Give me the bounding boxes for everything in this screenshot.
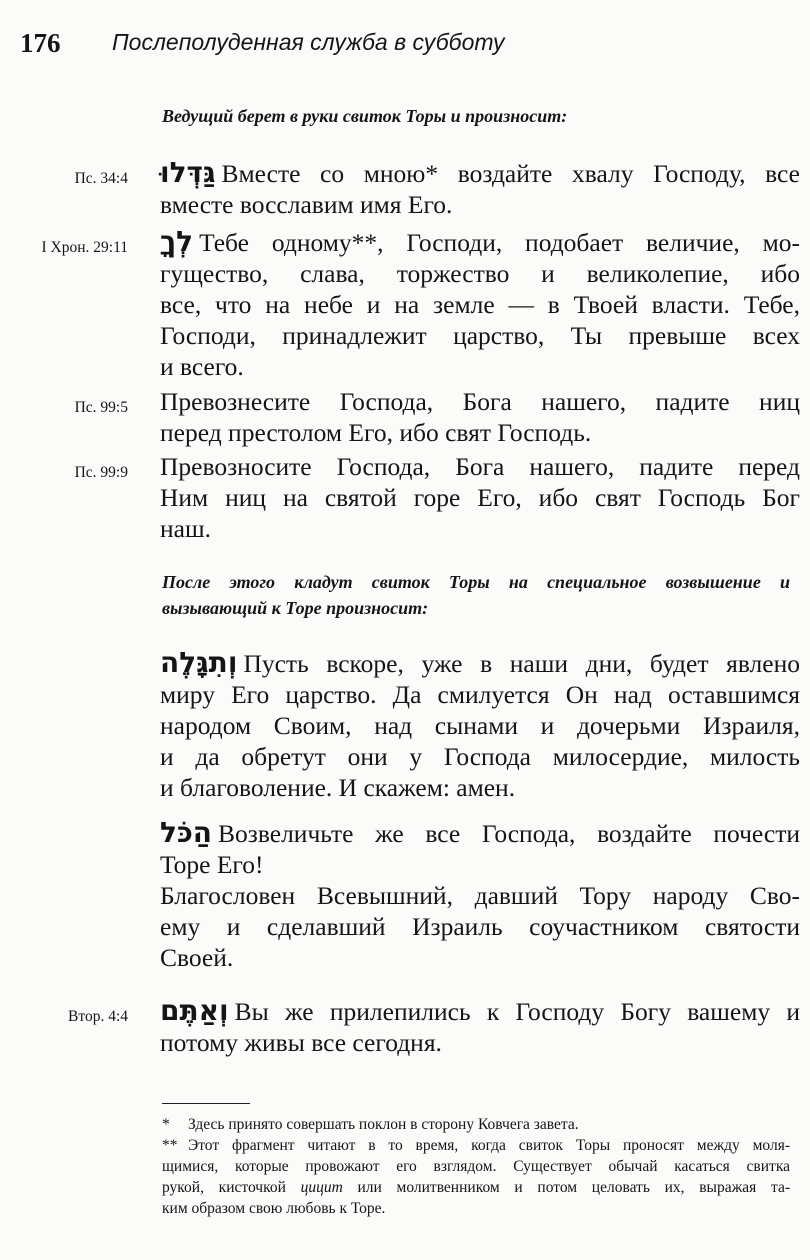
footnote-2-line-1-text: Этот фрагмент читают в то время, когда свиток Торы проносят между моля- [188, 1137, 790, 1154]
verse-1-line-2: вместе восславим имя Его. [160, 190, 453, 219]
instruction-2-line-1: После этого кладут свиток Торы на специальное возвышение и [162, 572, 790, 592]
running-title: Послеполуденная служба в субботу [112, 29, 505, 55]
verse-1-line-1 [160, 157, 800, 189]
footnote-1-mark: * [162, 1116, 170, 1133]
footnote-2-line-3-post: или молитвенником и потом целовать их, выражая та- [357, 1179, 791, 1196]
verse-3-line-2: перед престолом Его, ибо свят Господь. [160, 418, 592, 447]
verse-6-line-5: Своей. [160, 943, 234, 972]
hebrew-incipit-1: גַּדְּלוּ [160, 156, 216, 189]
verse-5-line-1-text: Пусть вскоре, уже в наши дни, будет явлено [243, 649, 800, 678]
verse-2-reference: I Хрон. 29:11 [41, 239, 128, 256]
footnotes [162, 1114, 790, 1219]
verse-4 [74, 451, 800, 544]
instruction-1: Ведущий берет в руки свиток Торы и произносит: [162, 106, 568, 126]
verse-2-line-1 [160, 226, 800, 258]
verse-7-line-1-text: Вы же прилепились к Господу Богу вашему и [234, 997, 800, 1026]
footnote-2-line-3 [162, 1177, 790, 1198]
verse-6-line-1-text: Возвеличьте же все Господа, воздайте почести [218, 819, 800, 848]
verse-2-line-1-text: Тебе одному**, Господи, подобает величие, мо- [199, 228, 800, 257]
footnote-1 [162, 1114, 790, 1135]
verse-2-line-2: гущество, слава, торжество и великолепие, ибо [160, 259, 800, 288]
verse-4-line-3: наш. [160, 514, 211, 543]
verse-3 [74, 386, 800, 448]
footnote-2-mark: ** [162, 1137, 178, 1154]
verse-7-line-2: потому живы все сегодня. [160, 1028, 442, 1057]
verse-6-line-4: ему и сделавший Израиль соучастником святости [160, 912, 800, 941]
footnote-2-line-3-pre: рукой, кисточкой [162, 1179, 286, 1196]
verse-5-line-2: миру Его царство. Да смилуется Он над оставшимся [160, 680, 800, 709]
verse-2 [41, 225, 800, 382]
footnote-2-tzitzit-term: цицит [300, 1179, 343, 1196]
verse-4-line-1: Превозносите Господа, Бога нашего, падите перед [160, 452, 800, 481]
instruction-2-line-2: вызывающий к Торе произносит: [162, 598, 429, 618]
verse-7-reference: Втор. 4:4 [68, 1008, 128, 1025]
verse-7-line-1 [160, 995, 800, 1027]
verse-5-line-1 [160, 647, 800, 679]
verse-1-reference: Пс. 34:4 [74, 170, 128, 187]
verse-2-line-4: Господи, принадлежит царство, Ты превыше всех [160, 321, 800, 350]
page-number: 176 [20, 28, 61, 58]
hebrew-incipit-6: הַכֹּל [160, 816, 213, 849]
verse-6-line-3: Благословен Всевышний, давший Тору народу Сво- [160, 881, 800, 910]
verse-6-line-1 [160, 817, 800, 849]
verse-7 [68, 994, 800, 1058]
hebrew-incipit-5: וְתִגָּלֶה [160, 646, 238, 679]
verse-5-line-3: народом Своим, над сынами и дочерьми Израиля, [160, 711, 800, 740]
verse-1 [74, 156, 800, 220]
verse-2-line-3: все, что на небе и на земле — в Твоей власти. Тебе, [160, 290, 800, 319]
verse-4-line-2: Ним ниц на святой горе Его, ибо свят Господь Бог [160, 483, 800, 512]
verse-6 [160, 817, 800, 973]
verse-2-line-5: и всего. [160, 352, 244, 381]
verse-3-reference: Пс. 99:5 [74, 399, 128, 416]
verse-3-line-1: Превознесите Господа, Бога нашего, падите ниц [160, 387, 800, 416]
footnote-2-line-4: ким образом свою любовь к Торе. [162, 1200, 386, 1217]
verse-5 [160, 647, 800, 803]
verse-4-reference: Пс. 99:9 [74, 464, 128, 481]
verse-5-line-4: и да обретут они у Господа милосердие, милость [160, 742, 800, 771]
verse-6-line-2: Торе Его! [160, 850, 264, 879]
footnote-2-line-2: щимися, которые провожают его взглядом. Существует обычай касаться свитка [162, 1158, 790, 1175]
verse-1-line-1-text: Вместе со мною* воздайте хвалу Господу, все [221, 159, 800, 188]
footnote-2-line-1 [162, 1135, 790, 1156]
footnote-1-text: Здесь принято совершать поклон в сторону Ковчега завета. [188, 1116, 579, 1133]
footnote-rule [162, 1103, 250, 1104]
verse-5-line-5: и благоволение. И скажем: амен. [160, 773, 516, 802]
hebrew-incipit-2: לְךָ [160, 225, 194, 258]
hebrew-incipit-7: וְאַתֶּם [160, 994, 229, 1027]
instruction-2 [162, 569, 790, 621]
